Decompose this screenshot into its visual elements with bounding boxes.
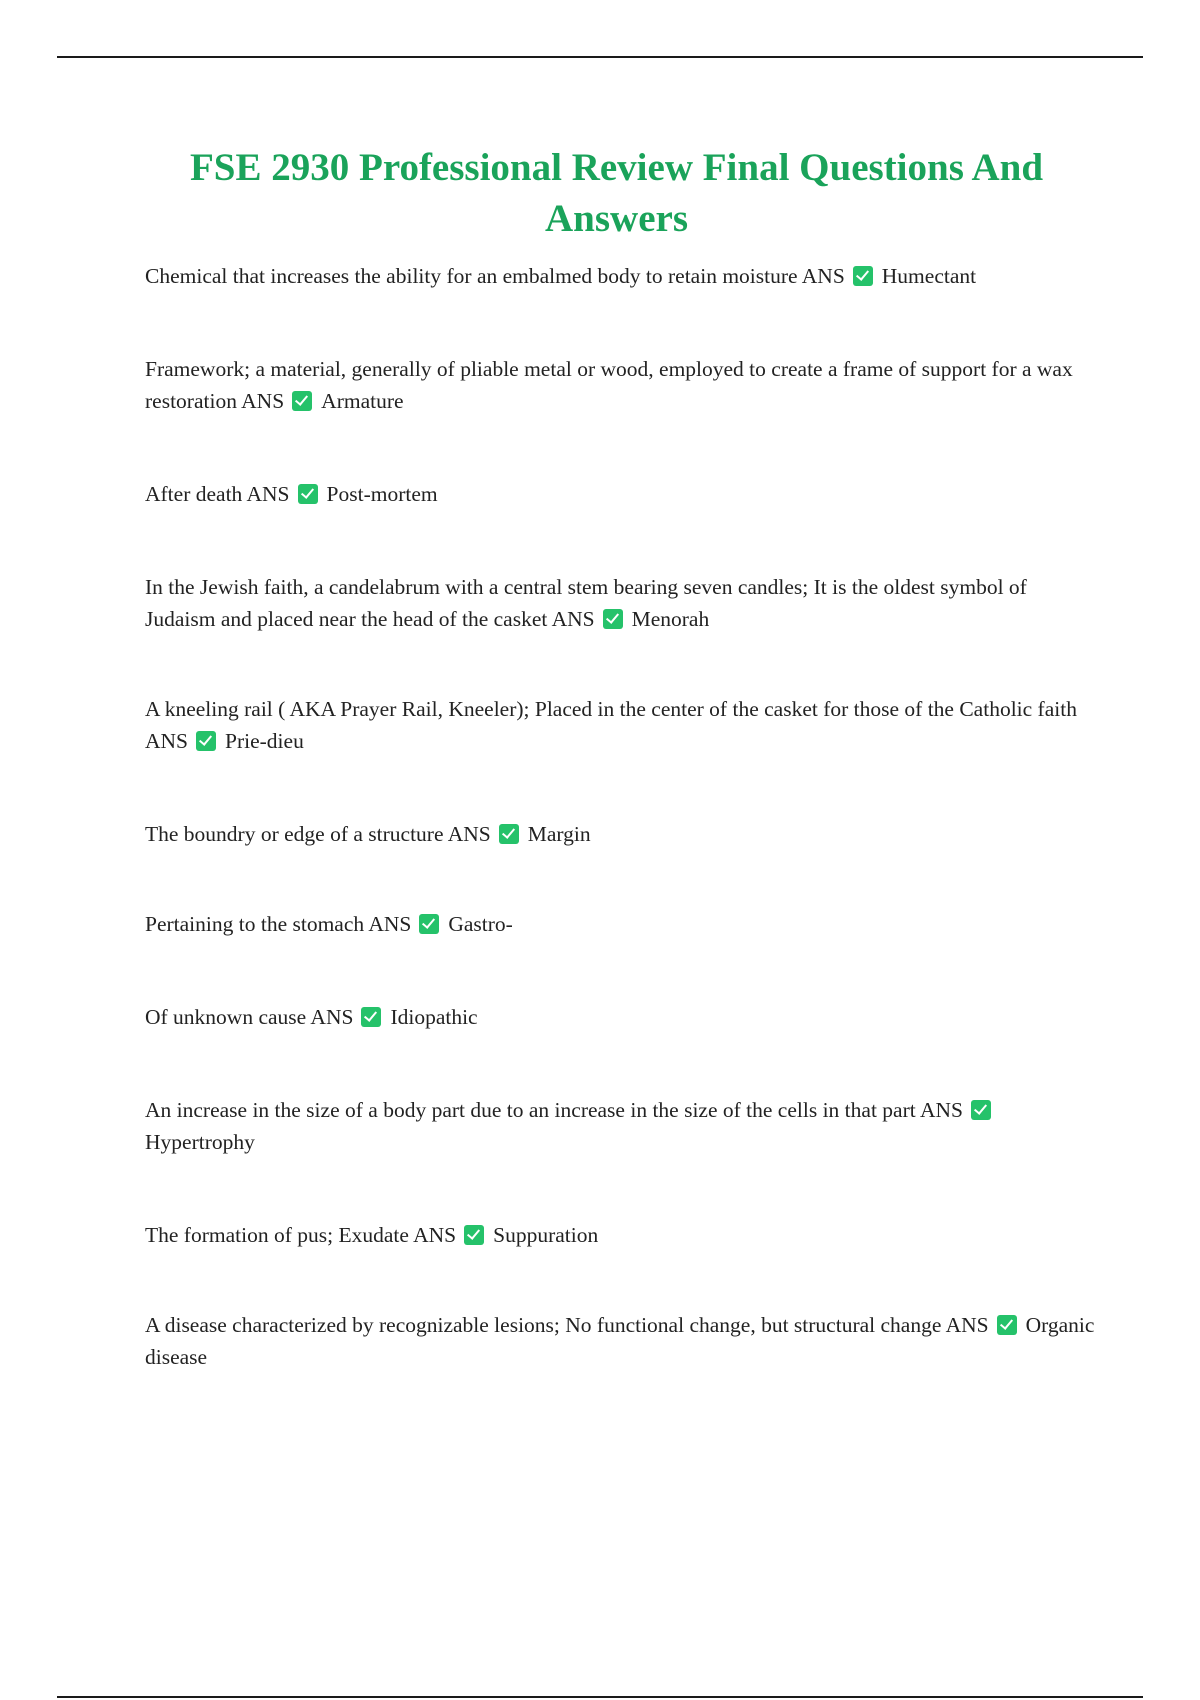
answer-text: Organic disease	[145, 1313, 1095, 1369]
answer-text: Gastro-	[448, 912, 513, 936]
question-text: Chemical that increases the ability for an embalmed body to retain moisture	[145, 264, 798, 288]
qa-item	[145, 478, 1095, 510]
check-mark-icon	[853, 266, 873, 286]
question-text: Pertaining to the stomach	[145, 912, 365, 936]
ans-label: ANS	[801, 264, 845, 288]
question-text: Of unknown cause	[145, 1005, 307, 1029]
check-mark-icon	[603, 609, 623, 629]
check-mark-icon	[361, 1007, 381, 1027]
answer-text: Idiopathic	[390, 1005, 478, 1029]
answer-text: Prie-dieu	[225, 729, 304, 753]
answer-text: Armature	[321, 389, 404, 413]
ans-label: ANS	[945, 1313, 989, 1337]
qa-item	[145, 1309, 1095, 1373]
ans-label: ANS	[310, 1005, 354, 1029]
qa-item	[145, 1219, 1095, 1251]
qa-item	[145, 908, 1095, 940]
check-mark-icon	[997, 1315, 1017, 1335]
qa-item	[145, 1001, 1095, 1033]
check-mark-icon	[292, 391, 312, 411]
question-text: A kneeling rail ( AKA Prayer Rail, Kneeler); Placed in the center of the casket for those of the Catholic faith	[145, 697, 1077, 721]
bottom-rule	[57, 1696, 1143, 1698]
ans-label: ANS	[413, 1223, 457, 1247]
answer-text: Menorah	[631, 607, 710, 631]
ans-label: ANS	[919, 1098, 963, 1122]
ans-label: ANS	[551, 607, 595, 631]
answer-text: Hypertrophy	[145, 1130, 255, 1154]
ans-label: ANS	[241, 389, 285, 413]
question-text: A disease characterized by recognizable lesions; No functional change, but structural change	[145, 1313, 942, 1337]
question-text: The boundry or edge of a structure	[145, 822, 444, 846]
check-mark-icon	[971, 1100, 991, 1120]
ans-label: ANS	[447, 822, 491, 846]
ans-label: ANS	[145, 729, 189, 753]
qa-item	[145, 571, 1095, 635]
question-text: The formation of pus; Exudate	[145, 1223, 409, 1247]
question-text: Framework; a material, generally of pliable metal or wood, employed to create a frame of support for a wax restoration	[145, 357, 1073, 413]
check-mark-icon	[298, 484, 318, 504]
qa-item	[145, 818, 1095, 850]
qa-item	[145, 1094, 1095, 1158]
qa-item	[145, 260, 1095, 292]
ans-label: ANS	[246, 482, 290, 506]
answer-text: Humectant	[881, 264, 977, 288]
check-mark-icon	[419, 914, 439, 934]
top-rule	[57, 56, 1143, 58]
answer-text: Suppuration	[493, 1223, 599, 1247]
answer-text: Post-mortem	[326, 482, 438, 506]
qa-list	[145, 260, 1095, 1434]
check-mark-icon	[499, 824, 519, 844]
question-text: An increase in the size of a body part due to an increase in the size of the cells in that part	[145, 1098, 916, 1122]
question-text: After death	[145, 482, 243, 506]
answer-text: Margin	[527, 822, 591, 846]
ans-label: ANS	[368, 912, 412, 936]
question-text: In the Jewish faith, a candelabrum with a central stem bearing seven candles; It is the oldest symbol of Judaism and placed near the head of the casket	[145, 575, 1027, 631]
document-title: FSE 2930 Professional Review Final Questions And Answers	[189, 146, 1044, 240]
qa-item	[145, 353, 1095, 417]
check-mark-icon	[196, 731, 216, 751]
qa-item	[145, 693, 1095, 757]
check-mark-icon	[464, 1225, 484, 1245]
